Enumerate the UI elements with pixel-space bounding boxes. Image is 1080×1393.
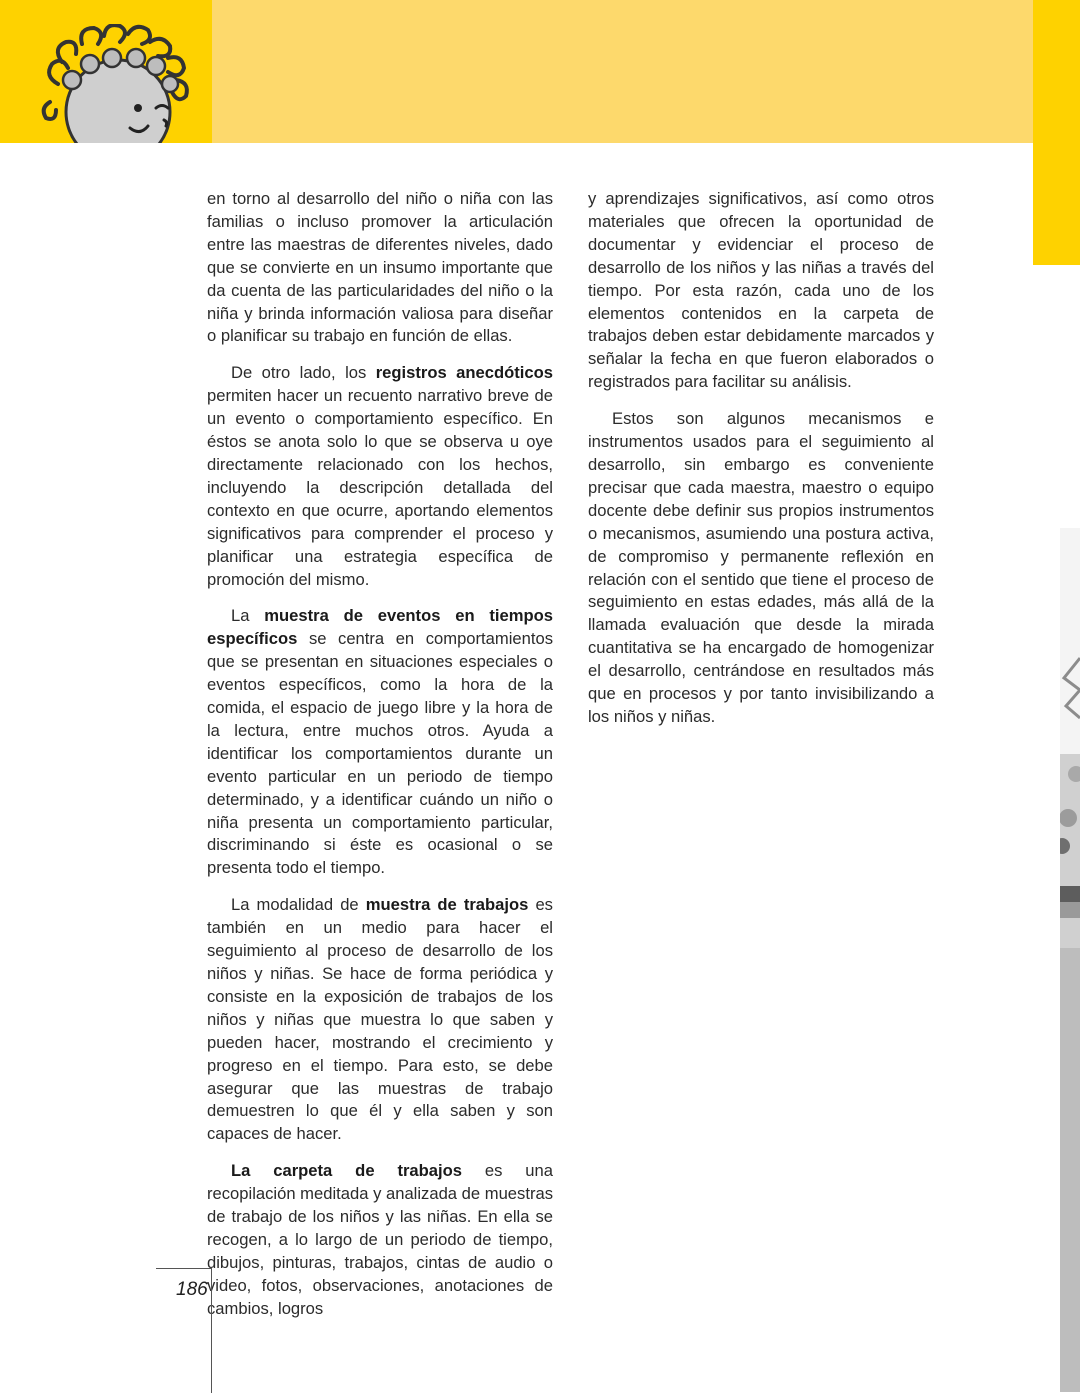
paragraph-text: De otro lado, los [231,363,376,383]
paragraph [207,605,553,880]
curly-haired-child-icon [38,24,198,143]
term-muestra-trabajos: muestra de trabajos [365,895,529,915]
header-mascot-panel [0,0,212,143]
paragraph [207,894,553,1146]
right-edge-tab [1033,0,1080,265]
term-registros-anecdoticos: registros anecdóticos [375,363,553,383]
paragraph-text: es también en un medio para hacer el seguimiento al proceso de desarrollo de los niños y niñas. Se hace de forma periódica y consiste en la exposición de trabajos de los niños y niñas que muestra lo que saben y pueden hacer, mostrando el crecimiento y progreso en el tiempo. Para esto, se debe asegurar que las muestras de trabajo demuestren lo que él y ella saben y son capaces de hacer. [207,895,553,1144]
paragraph [207,1160,553,1320]
paragraph-text: en torno al desarrollo del niño o niña con las familias o incluso promover la articulación entre las maestras de diferentes niveles, dado que se convierte en un insumo importante que da cuenta de las particularidades del niño o la niña y brinda información valiosa para diseñar o planificar su trabajo en función de ellas. [207,189,553,346]
paragraph-text: La modalidad de [231,895,366,915]
paragraph-text: es una recopilación meditada y analizada de muestras de trabajo de los niños y las niñas. En ella se recogen, a lo largo de un periodo de tiempo, dibujos, pinturas, trabajos, cintas de audio o video, fotos, observaciones, anotaciones de cambios, logros [207,1161,553,1318]
paragraph [207,188,553,348]
paragraph [588,408,934,729]
term-muestra-eventos: muestra de eventos en tiempos específicos [207,606,553,649]
edge-illustration [1060,528,1080,1392]
text-column-right [588,188,934,743]
term-carpeta-trabajos: La carpeta de trabajos [231,1161,462,1181]
paragraph [207,362,553,591]
paragraph-text: se centra en comportamientos que se presentan en situaciones especiales o eventos específicos, como la hora de la comida, el espacio de juego libre y la hora de la lectura, entre muchos otros. Ayuda a identificar los comportamientos durante un evento particular en un periodo de tiempo determinado, y a identificar cuándo un niño o niña presenta un comportamiento particular, discriminando si éste es ocasional o se presenta todo el tiempo. [207,629,553,878]
page-number: 186 [176,1279,208,1300]
paragraph-text: y aprendizajes significativos, así como otros materiales que ofrecen la oportunidad de documentar y evidenciar el proceso de desarrollo de los niños y las niñas a través del tiempo. Por esta razón, cada uno de los elementos contenidos en la carpeta de trabajos deben estar debidamente marcados y señalar la fecha en que fueron elaborados o registrados para facilitar su análisis. [588,189,934,392]
paragraph-text: Estos son algunos mecanismos e instrumentos usados para el seguimiento al desarrollo, sin embargo es conveniente precisar que cada maestra, maestro o equipo docente debe definir sus propios instrumentos o mecanismos, asumiendo una postura activa, de compromiso y permanente reflexión en relación con el sentido que tiene el proceso de seguimiento en estas edades, más allá de la llamada evaluación que desde la mirada cuantitativa se ha encargado de homogenizar el desarrollo, centrándose en resultados más que en procesos y por tanto invisibilizando a los niños y niñas. [588,409,934,726]
paragraph-text: La [231,606,265,626]
paragraph [588,188,934,394]
text-column-left [207,188,553,1335]
paragraph-text: permiten hacer un recuento narrativo breve de un evento o comportamiento específico. En éstos se anota solo lo que se observa u oye directamente relacionado con los hechos, incluyendo la descripción detallada del contexto en que ocurre, aportando elementos significativos para comprender el proceso y planificar una estrategia específica de promoción del mismo. [207,386,553,589]
